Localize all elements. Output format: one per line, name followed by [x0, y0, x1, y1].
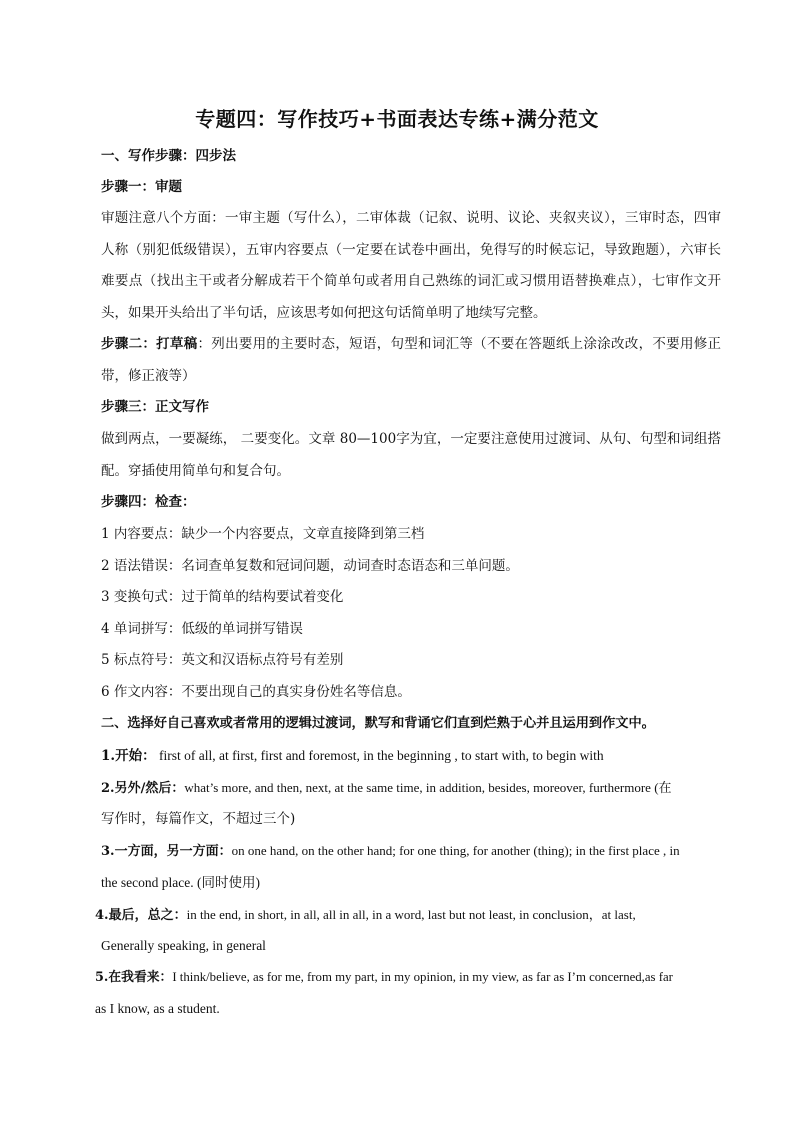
transition-item	[95, 962, 715, 994]
transition-item	[95, 899, 715, 932]
transition-text: I think/believe, as for me, from my part, in my opinion, in my view, as far as I’m concerned,as far	[172, 970, 673, 984]
page-title: 专题四：写作技巧+书面表达专练+满分范文	[195, 107, 599, 131]
transition-label: 2.另外/然后：	[101, 781, 185, 796]
step1-text: 审题注意八个方面：一审主题（写什么），二审体裁（记叙、说明、议论、夹叙夹议），三审时态，四审人称（别犯低级错误），五审内容要点（一定要在试卷中画出，免得写的时候忘记，导致跑题），六审长难要点（找出主干或者分解成若干个简单句或者用自己熟练的词汇或习惯用语替换难点），七审作文开头，如果开头给出了半句话，应该思考如何把这句话简单明了地续写完整。	[101, 210, 721, 321]
check-item: 4 单词拼写：低级的单词拼写错误	[101, 621, 303, 637]
step2-paragraph	[101, 329, 721, 392]
step3-text: 做到两点，一要凝练， 二要变化。文章 80—100字为宜，一定要注意使用过渡词、从句、句型和词组搭配。穿插使用简单句和复合句。	[101, 431, 721, 479]
step4-label: 步骤四：检查	[101, 494, 182, 510]
transition-continuation: the second place. (同时使用)	[101, 875, 260, 890]
check-item: 6 作文内容：不要出现自己的真实身份姓名等信息。	[101, 684, 411, 700]
transition-label: 5.在我看来：	[95, 970, 173, 985]
transition-text: on one hand, on the other hand; for one thing, for another (thing); in the first place , in	[231, 843, 680, 858]
check-item: 5 标点符号：英文和汉语标点符号有差别	[101, 652, 344, 668]
step2-label: 步骤二：打草稿	[101, 336, 198, 352]
step2-text: ：列出要用的主要时态，短语，句型和词汇等（不要在答题纸上涂涂改改，不要用修正带，修正液等）	[101, 336, 722, 384]
transition-item	[101, 772, 721, 805]
section1-heading: 一、写作步骤：四步法	[101, 148, 236, 164]
transition-item	[101, 835, 721, 868]
step4-heading	[101, 487, 721, 519]
step3-label: 步骤三：正文写作	[101, 399, 209, 415]
step4-colon: ：	[182, 494, 196, 510]
transition-continuation: as I know, as a student.	[95, 1001, 220, 1016]
transition-text: first of all, at first, first and foremost, in the beginning , to start with, to begin with	[155, 748, 604, 763]
check-item: 2 语法错误：名词查单复数和冠词问题，动词查时态语态和三单问题。	[101, 558, 519, 574]
transition-label: 1.开始：	[101, 748, 156, 764]
check-item: 3 变换句式：过于简单的结构要试着变化	[101, 589, 344, 605]
check-item: 1 内容要点：缺少一个内容要点，文章直接降到第三档	[101, 526, 425, 542]
transition-continuation: 写作时，每篇作文，不超过三个)	[101, 811, 296, 827]
section2-heading: 二、选择好自己喜欢或者常用的逻辑过渡词，默写和背诵它们直到烂熟于心并且运用到作文中。	[101, 716, 655, 731]
transition-label: 3.一方面，另一方面：	[101, 844, 232, 859]
transition-text: in the end, in short, in all, all in all, in a word, last but not least, in conclusion，at last,	[186, 907, 636, 922]
step1-label: 步骤一：审题	[101, 179, 182, 195]
transition-text: what’s more, and then, next, at the same time, in addition, besides, moreover, furthermore (在	[184, 780, 672, 795]
transition-item	[101, 740, 721, 773]
transition-continuation: Generally speaking, in general	[101, 938, 266, 953]
transition-label: 4.最后，总之：	[95, 908, 187, 923]
